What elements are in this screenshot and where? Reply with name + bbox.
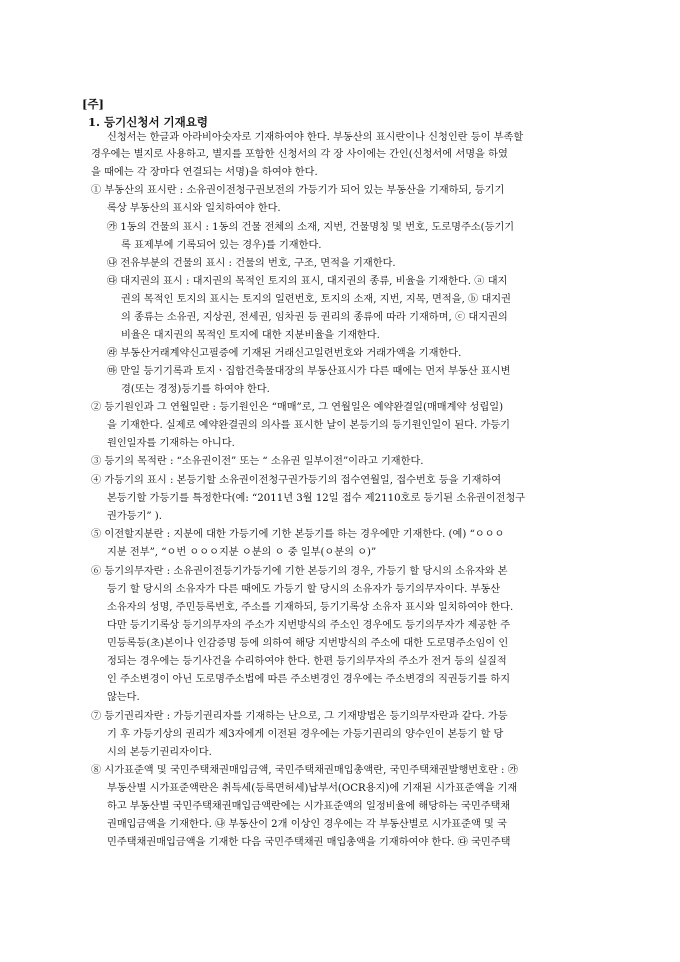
text-line: 않는다. — [107, 692, 140, 703]
note-label: [주] — [82, 97, 104, 111]
text-line: ③ 등기의 목적란 : “소유권이전” 또는 “ 소유권 일부이전”이라고 기재한다. — [91, 456, 424, 467]
text-line: 원인일자를 기재하는 아니다. — [107, 438, 235, 449]
text-line: 을 때에는 각 장마다 연결되는 서명)을 하여야 한다. — [91, 167, 318, 178]
text-line: ㉱ 부동산거래계약신고필증에 기재된 거래신고일련번호와 거래가액을 기재한다. — [107, 348, 462, 359]
text-line: 의 종류는 소유권, 지상권, 전세권, 임차권 등 권리의 종류에 따라 기재하며, ⓒ 대지권의 — [121, 312, 508, 323]
text-line: 하고 부동산별 국민주택채권매입금액란에는 시가표준액의 일정비율에 해당하는 국민주택채 — [107, 801, 511, 812]
text-line: 소유자의 성명, 주민등록번호, 주소를 기재하되, 등기기록상 소유자 표시와 일치하여야 한다. — [107, 602, 514, 613]
text-line: 민등록등(초)본이나 인감증명 등에 의하여 해당 지번방식의 주소에 대한 도로명주소임이 인 — [107, 638, 509, 649]
text-line: ④ 가등기의 표시 : 본등기할 소유권이전청구권가등기의 접수연월일, 접수번호 등을 기재하여 — [91, 475, 502, 486]
text-line: 경우에는 별지로 사용하고, 별지를 포함한 신청서의 각 장 사이에는 간인(신청서에 서명을 하였 — [91, 149, 508, 160]
text-line: 경(또는 경정)등기를 하여야 한다. — [121, 384, 270, 395]
text-line: 등기 할 당시의 소유자가 다른 때에도 가등기 할 당시의 소유자가 등기의무자이다. 부동산 — [107, 584, 501, 595]
text-line: 록상 부동산의 표시와 일치하여야 한다. — [107, 203, 281, 214]
text-line: 부동산별 시가표준액란은 취득세(등록면허세)납부서(OCR용지)에 기재된 시가표준액을 기재 — [107, 783, 518, 794]
text-line: ⑤ 이전할지분란 : 지분에 대한 가등기에 기한 본등기를 하는 경우에만 기재한다. (예) “ㅇㅇㅇ — [91, 529, 505, 540]
text-line: ㉲ 만일 등기기록과 토지ㆍ집합건축물대장의 부동산표시가 다른 때에는 먼저 부동산 표시변 — [107, 366, 511, 377]
text-line: 비율은 대지권의 목적인 토지에 대한 지분비율을 기재한다. — [121, 330, 380, 341]
text-line: 기 후 가등기상의 권리가 제3자에게 이전된 경우에는 가등기권리의 양수인이 본등기 할 당 — [107, 729, 504, 740]
text-line: 시의 본등기권리자이다. — [107, 747, 212, 758]
text-line: ⑦ 등기권리자란 : 가등기권리자를 기재하는 난으로, 그 기재방법은 등기의무자란과 같다. 가등 — [91, 711, 508, 722]
text-line: 권의 목적인 토지의 표시는 토지의 일련번호, 토지의 소재, 지번, 지목, 면적을, ⓑ 대지권 — [121, 294, 511, 305]
text-line: 본등기할 가등기를 특정한다(예: “2011년 3월 12일 접수 제2110호로 등기된 소유권이전청구 — [107, 493, 526, 504]
text-line: 을 기재한다. 실제로 예약완결권의 의사를 표시한 날이 본등기의 등기원인일이 된다. 가등기 — [107, 420, 510, 431]
text-line: 지분 전부”, “ㅇ번 ㅇㅇㅇ지분 ㅇ분의 ㅇ 중 일부(ㅇ분의 ㅇ)” — [107, 547, 377, 558]
text-line: 민주택채권매입금액을 기재한 다음 국민주택채권 매입총액을 기재하여야 한다. ㉰ 국민주택 — [107, 837, 511, 848]
text-line: 록 표제부에 기록되어 있는 경우)를 기재한다. — [121, 240, 322, 251]
text-line: 권가등기” ). — [107, 511, 163, 522]
text-line: ⑥ 등기의무자란 : 소유권이전등기가등기에 기한 본등기의 경우, 가등기 할 당시의 소유자와 본 — [91, 566, 508, 577]
text-line: ① 부동산의 표시란 : 소유권이전청구권보전의 가등기가 되어 있는 부동산을 기재하되, 등기기 — [91, 185, 505, 196]
text-line: 권매입금액을 기재한다. ㉯ 부동산이 2개 이상인 경우에는 각 부동산별로 시가표준액 및 국 — [107, 819, 507, 830]
text-line: 신청서는 한글과 아라비아숫자로 기재하여야 한다. 부동산의 표시란이나 신청인란 등이 부족할 — [107, 132, 524, 143]
text-line: ⑧ 시가표준액 및 국민주택채권매입금액, 국민주택채권매입총액란, 국민주택채권발행번호란 : ㉮ — [91, 765, 518, 776]
text-line: ② 등기원인과 그 연월일란 : 등기원인은 “매매”로, 그 연월일은 예약완결일(매매계약 성립일) — [91, 402, 504, 413]
text-line: ㉯ 전유부분의 건물의 표시 : 건물의 번호, 구조, 면적을 기재한다. — [107, 258, 396, 269]
text-line: 다만 등기기록상 등기의무자의 주소가 지번방식의 주소인 경우에도 등기의무자가 제공한 주 — [107, 620, 511, 631]
section-title: 1. 등기신청서 기재요령 — [88, 115, 208, 129]
text-line: 정되는 경우에는 등기사건을 수리하여야 한다. 한편 등기의무자의 주소가 전거 등의 실질적 — [107, 656, 507, 667]
text-line: 인 주소변경이 아닌 도로명주소법에 따른 주소변경인 경우에는 주소변경의 직권등기를 하지 — [107, 674, 511, 685]
text-line: ㉮ 1동의 건물의 표시 : 1동의 건물 전체의 소재, 지번, 건물명칭 및 번호, 도로명주소(등기기 — [107, 222, 515, 233]
text-line: ㉰ 대지권의 표시 : 대지권의 목적인 토지의 표시, 대지권의 종류, 비율을 기재한다. ⓐ 대지 — [107, 276, 508, 287]
